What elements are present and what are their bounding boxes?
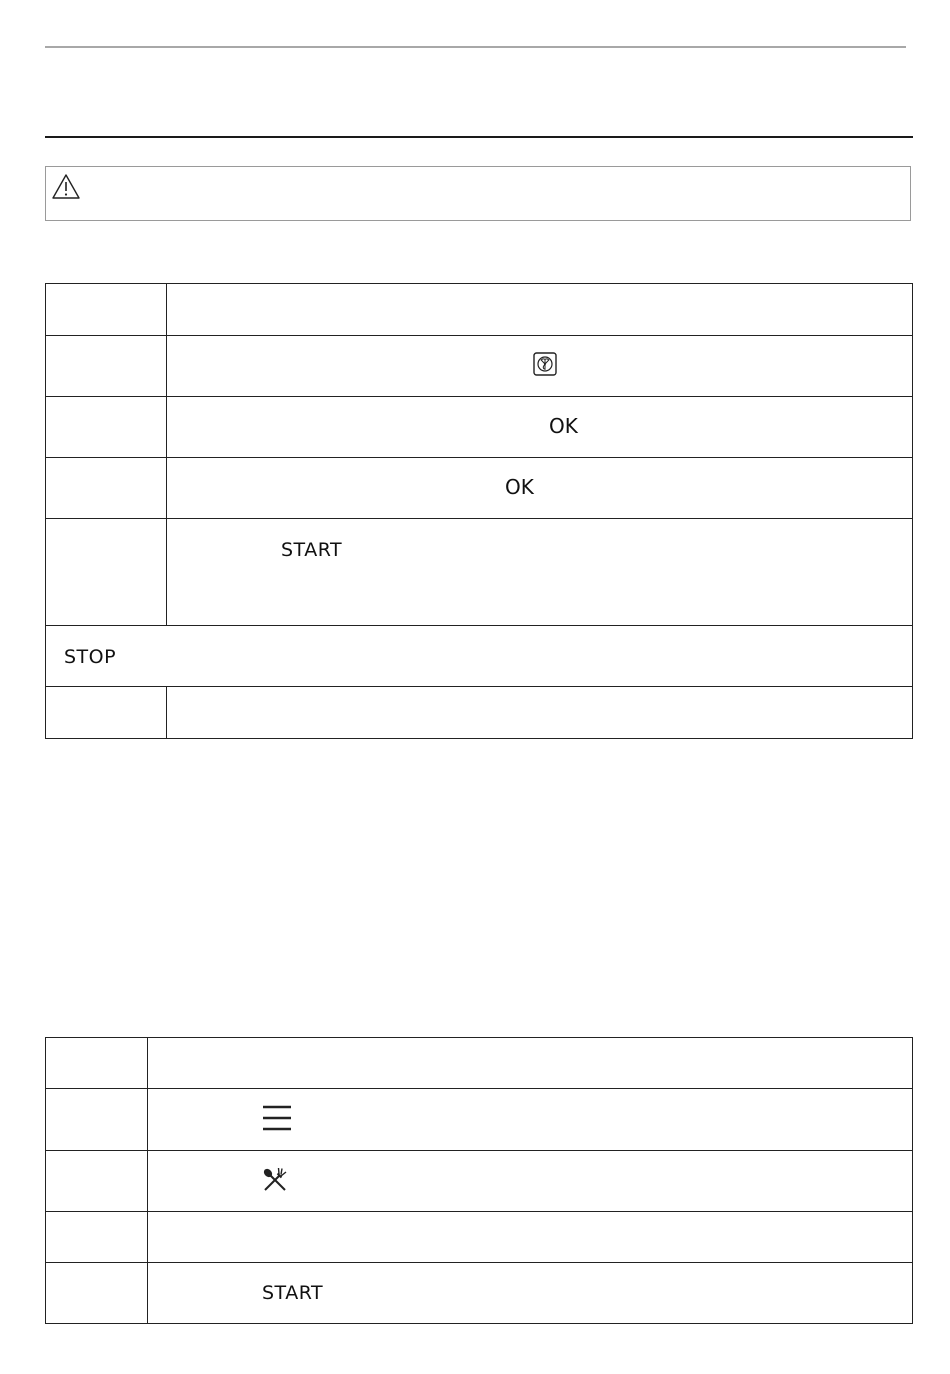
step-cell — [46, 336, 167, 397]
step-cell — [46, 284, 167, 336]
step-cell — [46, 458, 167, 519]
ok-key-label: OK — [549, 414, 578, 438]
table-row — [46, 284, 913, 336]
step-cell — [46, 1151, 148, 1212]
warning-triangle-icon — [51, 172, 81, 200]
instruction-cell — [148, 1089, 913, 1151]
table-row — [46, 1089, 913, 1151]
warning-box — [45, 166, 911, 221]
start-key-label: START — [281, 539, 343, 561]
table-row — [46, 1151, 913, 1212]
instruction-cell — [148, 1212, 913, 1263]
step-cell — [46, 687, 167, 739]
instruction-cell — [148, 1038, 913, 1089]
menu-icon — [262, 1105, 292, 1131]
instruction-cell — [148, 1151, 913, 1212]
instruction-cell — [167, 336, 913, 397]
table-row — [46, 1038, 913, 1089]
full-width-cell — [46, 626, 913, 687]
instruction-cell — [167, 687, 913, 739]
instruction-table-2 — [45, 1037, 913, 1324]
instruction-cell — [167, 397, 913, 458]
instruction-cell — [167, 519, 913, 626]
start-key-label: START — [262, 1282, 324, 1304]
section-rule — [45, 136, 913, 138]
step-cell — [46, 519, 167, 626]
table-row — [46, 1212, 913, 1263]
table-row — [46, 336, 913, 397]
instruction-cell — [167, 284, 913, 336]
step-cell — [46, 397, 167, 458]
ok-key-label: OK — [505, 475, 534, 499]
step-cell — [46, 1212, 148, 1263]
stop-key-label: STOP — [64, 646, 117, 668]
header-rule — [45, 46, 906, 48]
step-cell — [46, 1038, 148, 1089]
table-row — [46, 626, 913, 687]
instruction-cell — [167, 458, 913, 519]
table-row — [46, 1263, 913, 1324]
table-row — [46, 458, 913, 519]
cutlery-icon — [262, 1167, 288, 1193]
table-row — [46, 687, 913, 739]
instruction-table-1 — [45, 283, 913, 739]
fan-function-icon — [533, 352, 557, 376]
instruction-cell — [148, 1263, 913, 1324]
table-row — [46, 519, 913, 626]
table-row — [46, 397, 913, 458]
step-cell — [46, 1263, 148, 1324]
step-cell — [46, 1089, 148, 1151]
